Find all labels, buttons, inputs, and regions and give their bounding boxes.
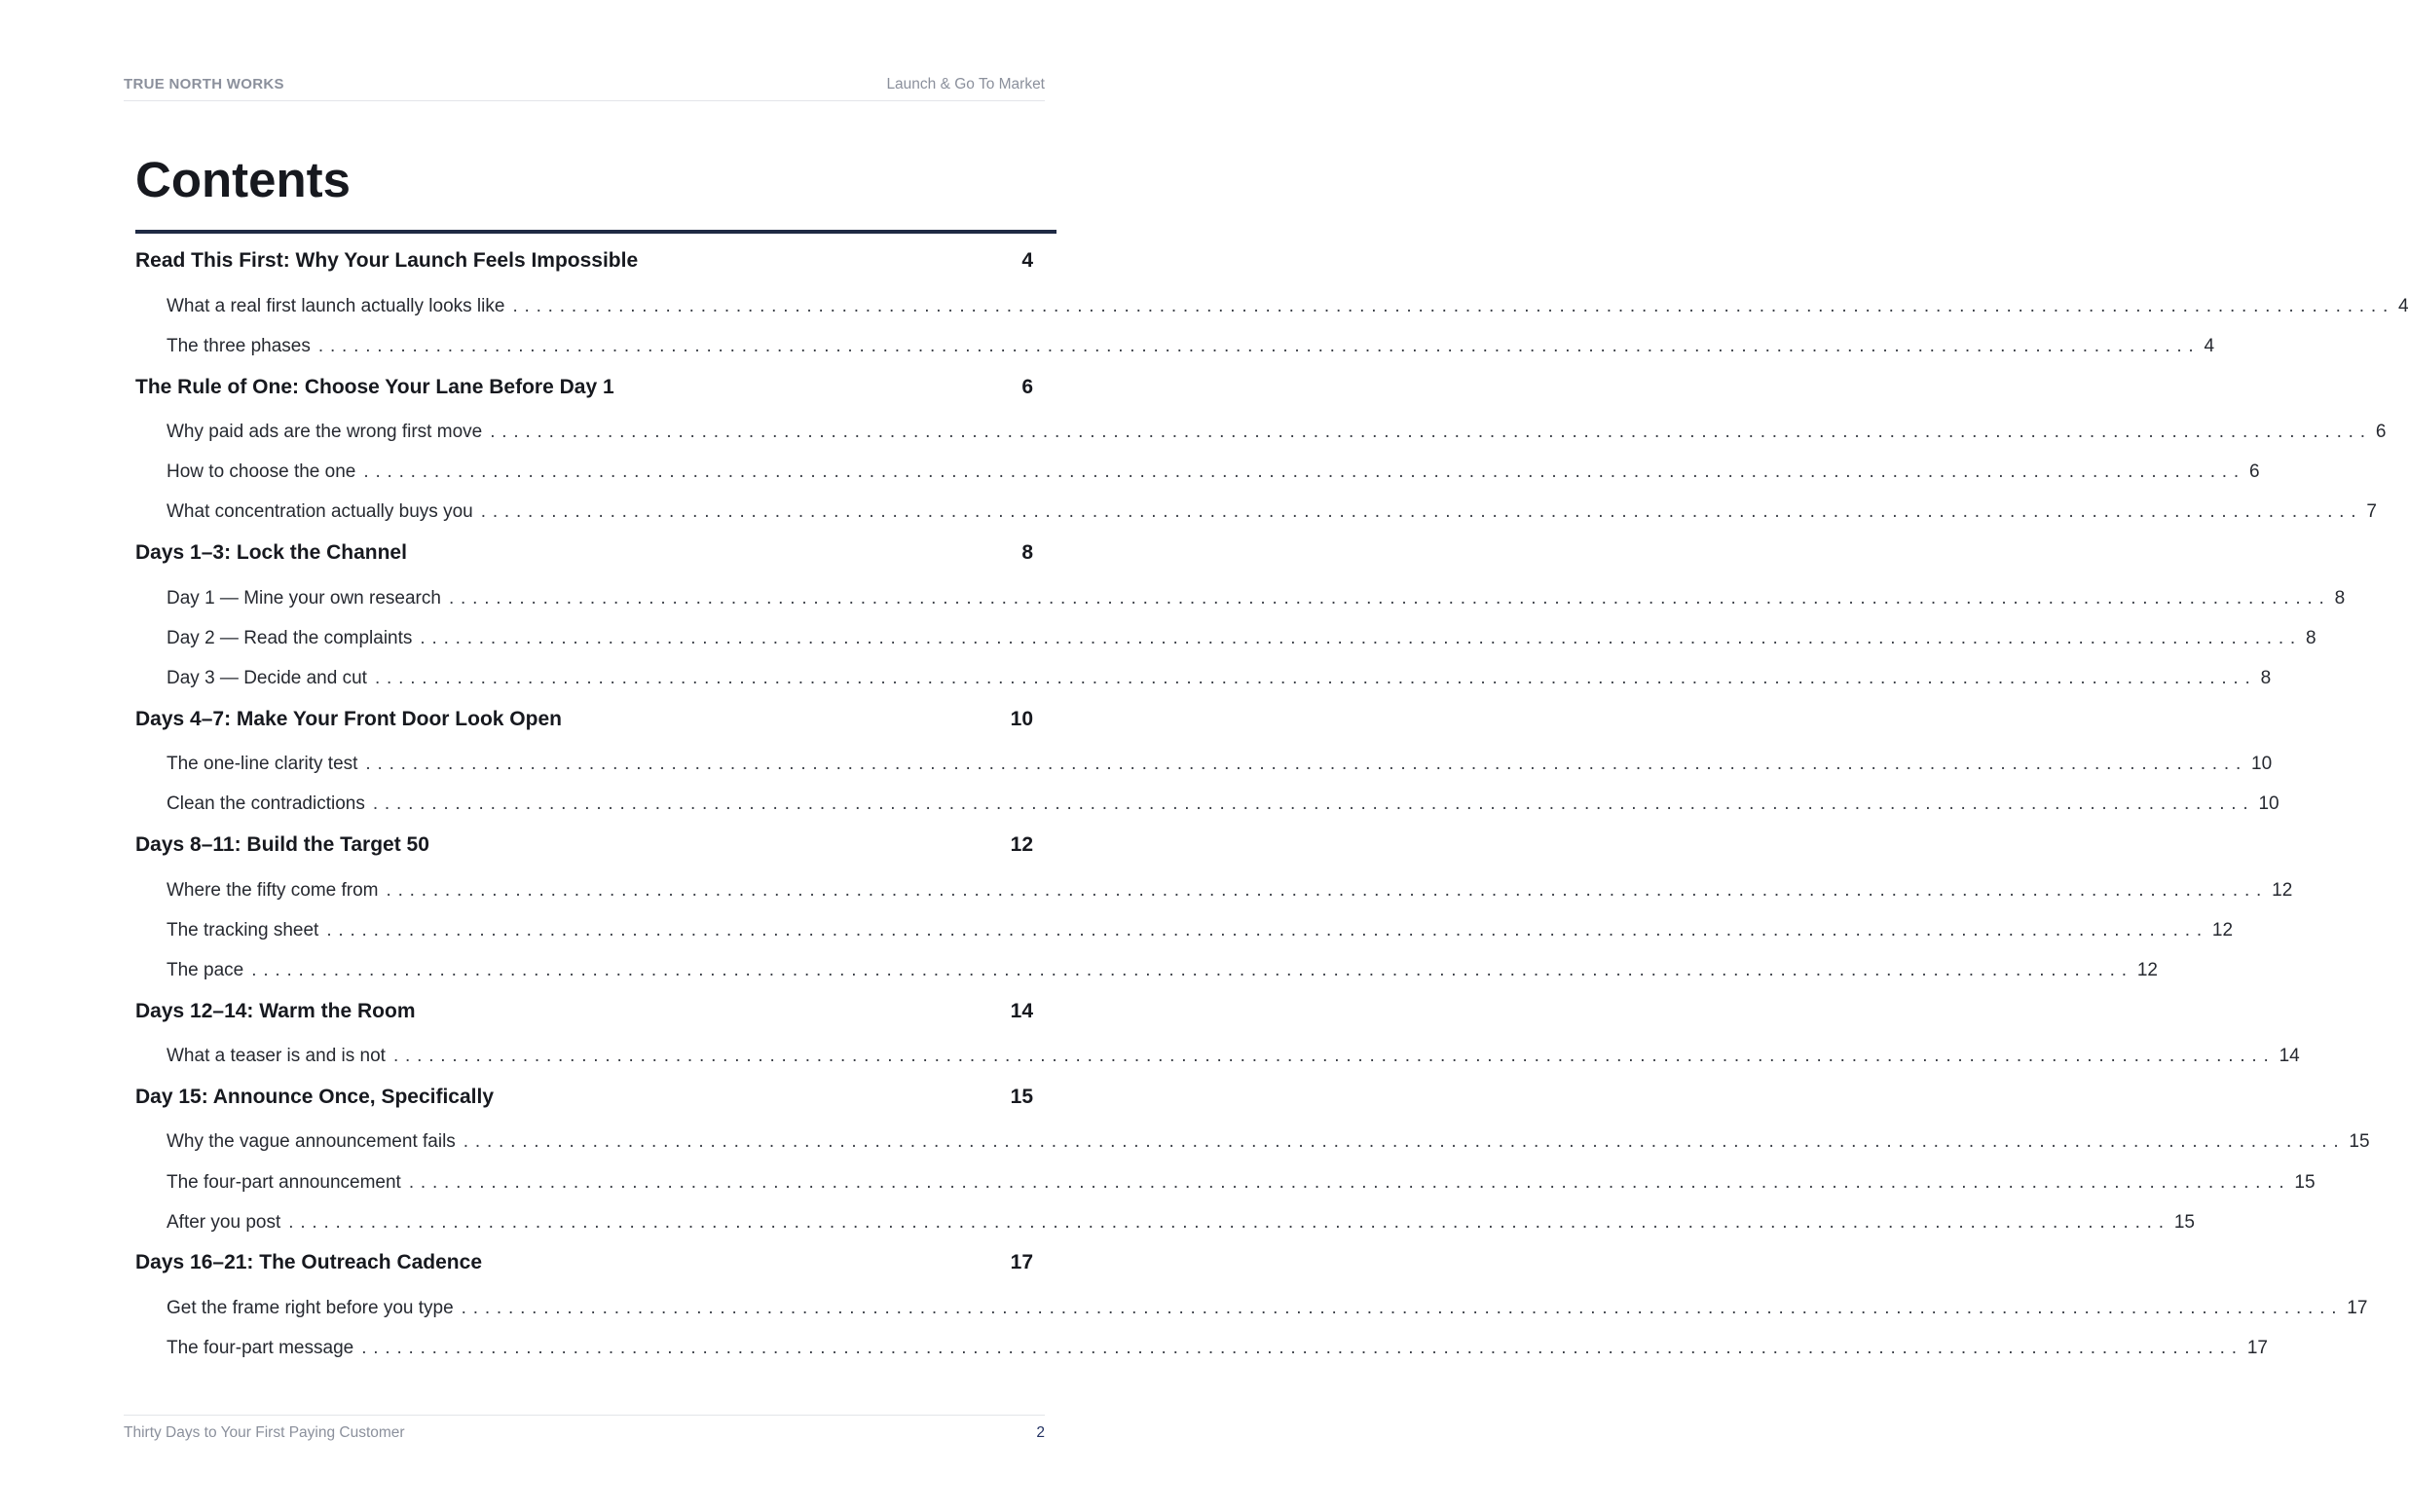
brand-name: TRUE NORTH WORKS (124, 76, 284, 92)
toc-entry-label: Days 16–21: The Outreach Cadence (135, 1251, 482, 1273)
toc-entry-page: 6 (2248, 461, 2260, 482)
toc-entry-label: After you post (167, 1212, 281, 1233)
toc-entry-label: How to choose the one (167, 461, 356, 482)
toc-entry-label: Why the vague announcement fails (167, 1131, 456, 1152)
toc-entry-label: The four-part message (167, 1338, 354, 1358)
toc-entry-label: What a real first launch actually looks like (167, 296, 505, 316)
dot-leader: ................................................................................................................................................................ (448, 588, 2331, 608)
toc-section-entry[interactable] (167, 1172, 2316, 1194)
toc-entry-label: Days 4–7: Make Your Front Door Look Open (135, 708, 562, 730)
toc-entry-page: 14 (1010, 1000, 1033, 1022)
toc-entry-label: Days 1–3: Lock the Channel (135, 541, 407, 564)
toc-entry-label: Why paid ads are the wrong first move (167, 422, 483, 442)
toc-section-entry[interactable] (167, 880, 2293, 902)
dot-leader: ................................................................................................................................................................ (288, 1212, 2170, 1233)
toc-section-entry[interactable] (167, 793, 2279, 815)
dot-leader: ................................................................................................................................................................ (365, 754, 2248, 774)
toc-entry-label: Clean the contradictions (167, 793, 365, 814)
toc-entry-page: 12 (2272, 880, 2293, 901)
toc-entry-page: 10 (1010, 708, 1033, 730)
toc-section-entry[interactable] (167, 296, 2409, 317)
toc-entry-page: 8 (2260, 668, 2272, 688)
toc-entry-label: Get the frame right before you type (167, 1298, 454, 1318)
toc-section-entry[interactable] (167, 1298, 2368, 1319)
toc-entry-page: 15 (1010, 1086, 1033, 1108)
toc-entry-label: The four-part announcement (167, 1172, 401, 1193)
toc-entry-label: Days 8–11: Build the Target 50 (135, 833, 429, 856)
toc-chapter-entry[interactable] (135, 708, 1033, 731)
toc-chapter-entry[interactable] (135, 541, 1033, 565)
dot-leader: ................................................................................................................................................................ (408, 1172, 2291, 1193)
toc-section-entry[interactable] (167, 1212, 2195, 1234)
toc-entry-page: 6 (2375, 422, 2387, 442)
toc-entry-page: 4 (2204, 336, 2215, 356)
toc-entry-label: What concentration actually buys you (167, 501, 473, 522)
toc-section-entry[interactable] (167, 960, 2158, 981)
toc-entry-label: Day 15: Announce Once, Specifically (135, 1086, 495, 1108)
page-number: 2 (1036, 1424, 1045, 1441)
dot-leader: ................................................................................................................................................................ (363, 461, 2245, 482)
toc-section-entry[interactable] (167, 754, 2273, 775)
toc-entry-page: 17 (2246, 1338, 2268, 1358)
toc-chapter-entry[interactable] (135, 1000, 1033, 1023)
toc-entry-page: 4 (1021, 249, 1033, 272)
dot-leader: ................................................................................................................................................................ (374, 668, 2257, 688)
toc-entry-page: 15 (2173, 1212, 2195, 1233)
dot-leader: ................................................................................................................................................................ (490, 422, 2372, 442)
toc-entry-label: Day 1 — Mine your own research (167, 588, 441, 608)
dot-leader: ................................................................................................................................................................ (361, 1338, 2243, 1358)
toc-entry-page: 8 (2306, 628, 2316, 648)
dot-leader: ................................................................................................................................................................ (392, 1046, 2276, 1066)
toc-section-entry[interactable] (167, 461, 2260, 483)
toc-entry-page: 12 (2211, 920, 2234, 940)
toc-section-entry[interactable] (167, 668, 2272, 689)
toc-section-entry[interactable] (167, 501, 2377, 523)
toc-entry-label: The pace (167, 960, 244, 980)
toc-entry-page: 10 (2251, 754, 2273, 774)
toc-entry-page: 12 (2136, 960, 2158, 980)
toc-entry-label: What a teaser is and is not (167, 1046, 386, 1066)
toc-section-entry[interactable] (167, 920, 2234, 941)
toc-entry-label: The tracking sheet (167, 920, 319, 940)
dot-leader: ................................................................................................................................................................ (317, 336, 2201, 356)
dot-leader: ................................................................................................................................................................ (463, 1131, 2346, 1152)
section-name: Launch & Go To Market (886, 76, 1045, 92)
dot-leader: ................................................................................................................................................................ (512, 296, 2395, 316)
toc-entry-page: 8 (2334, 588, 2346, 608)
toc-chapter-entry[interactable] (135, 1251, 1033, 1274)
toc-entry-page: 7 (2366, 501, 2377, 522)
running-footer (124, 1415, 1045, 1444)
page-title: Contents (135, 152, 351, 207)
toc-section-entry[interactable] (167, 628, 2316, 649)
toc-chapter-entry[interactable] (135, 1086, 1033, 1109)
dot-leader: ................................................................................................................................................................ (251, 960, 2133, 980)
dot-leader: ................................................................................................................................................................ (386, 880, 2269, 901)
toc-entry-page: 8 (1021, 541, 1033, 564)
toc-entry-page: 15 (2294, 1172, 2316, 1193)
toc-entry-page: 10 (2258, 793, 2279, 814)
toc-section-entry[interactable] (167, 336, 2215, 357)
toc-section-entry[interactable] (167, 422, 2387, 443)
dot-leader: ................................................................................................................................................................ (461, 1298, 2344, 1318)
toc-entry-label: Day 2 — Read the complaints (167, 628, 413, 648)
toc-chapter-entry[interactable] (135, 833, 1033, 857)
toc-entry-page: 17 (1010, 1251, 1033, 1273)
toc-section-entry[interactable] (167, 1046, 2300, 1067)
toc-chapter-entry[interactable] (135, 249, 1033, 273)
dot-leader: ................................................................................................................................................................ (372, 793, 2255, 814)
toc-entry-label: The three phases (167, 336, 311, 356)
toc-entry-label: Days 12–14: Warm the Room (135, 1000, 416, 1022)
toc-entry-page: 6 (1021, 376, 1033, 398)
dot-leader: ................................................................................................................................................................ (326, 920, 2208, 940)
toc-entry-label: The one-line clarity test (167, 754, 358, 774)
toc-section-entry[interactable] (167, 1338, 2268, 1359)
toc-entry-page: 12 (1010, 833, 1033, 856)
toc-entry-label: Day 3 — Decide and cut (167, 668, 367, 688)
toc-entry-label: Read This First: Why Your Launch Feels Impossible (135, 249, 639, 272)
toc-section-entry[interactable] (167, 588, 2346, 609)
toc-chapter-entry[interactable] (135, 376, 1033, 399)
toc-entry-page: 14 (2279, 1046, 2300, 1066)
toc-entry-label: The Rule of One: Choose Your Lane Before Day 1 (135, 376, 614, 398)
dot-leader: ................................................................................................................................................................ (420, 628, 2303, 648)
dot-leader: ................................................................................................................................................................ (480, 501, 2363, 522)
document-title: Thirty Days to Your First Paying Customer (124, 1424, 405, 1441)
toc-entry-label: Where the fifty come from (167, 880, 379, 901)
title-rule (135, 230, 1056, 234)
running-header (124, 74, 1045, 101)
toc-entry-page: 15 (2349, 1131, 2370, 1152)
toc-section-entry[interactable] (167, 1131, 2370, 1153)
toc-entry-page: 4 (2398, 296, 2409, 316)
toc-entry-page: 17 (2347, 1298, 2368, 1318)
